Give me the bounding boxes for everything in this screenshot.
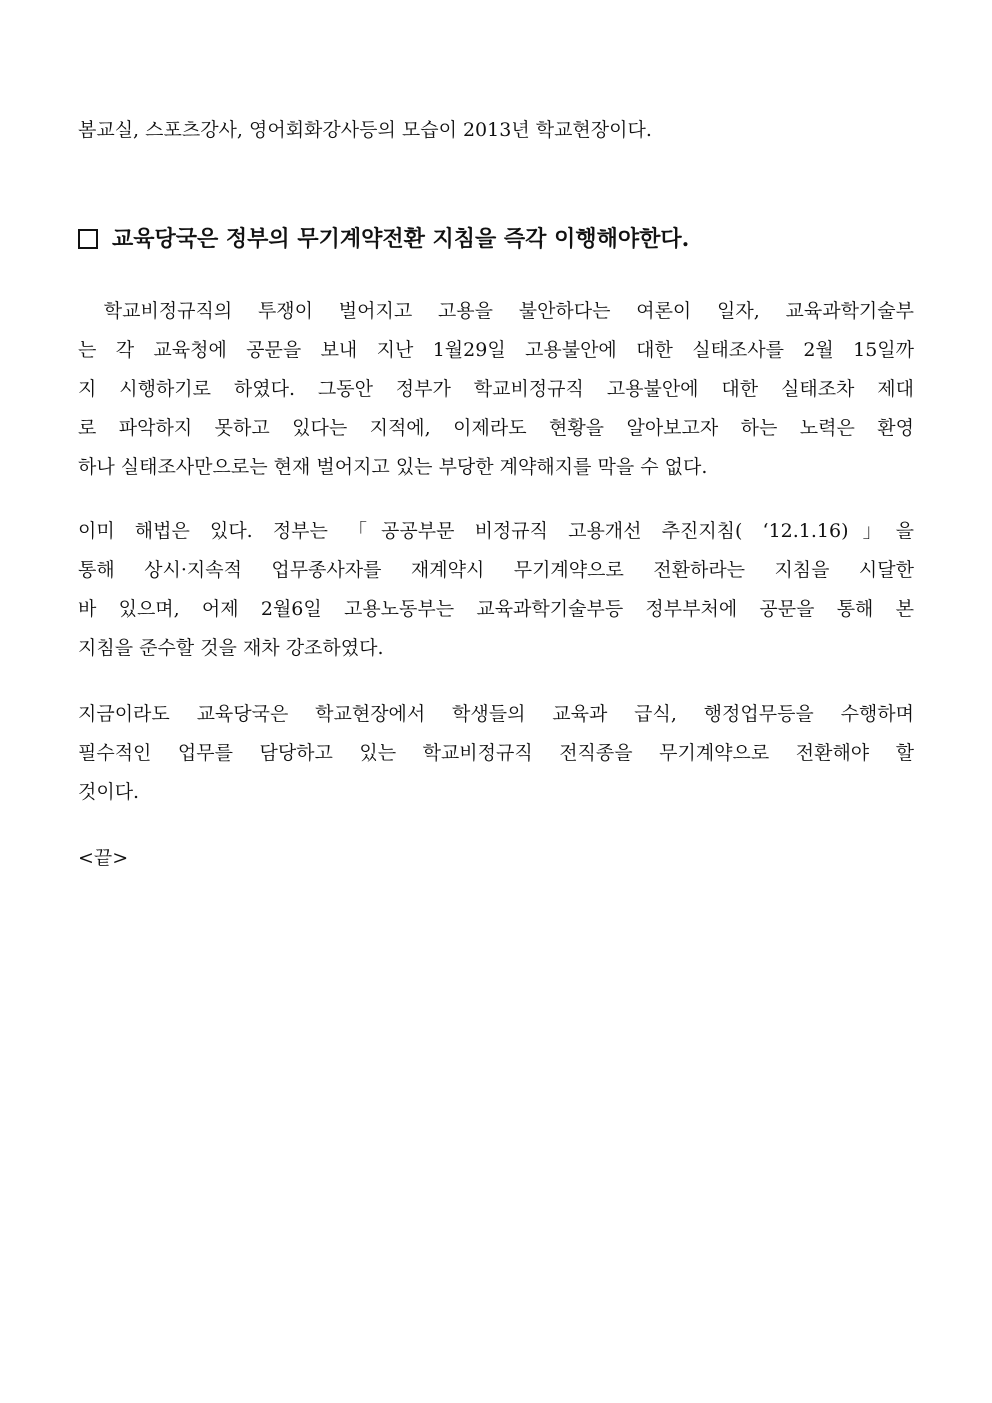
paragraph-line: 는 각 교육청에 공문을 보내 지난 1월29일 고용불안에 대한 실태조사를 2월 15일까 xyxy=(78,339,914,361)
paragraph-3 xyxy=(78,695,914,812)
paragraph-1 xyxy=(78,292,914,487)
paragraph-line: 이미 해법은 있다. 정부는 「공공부문 비정규직 고용개선 추진지침( ‘12.1.16)」을 xyxy=(78,520,914,542)
paragraph-line: 하나 실태조사만으로는 현재 벌어지고 있는 부당한 계약해지를 막을 수 없다. xyxy=(78,456,708,478)
paragraph-line: 지 시행하기로 하였다. 그동안 정부가 학교비정규직 고용불안에 대한 실태조차 제대 xyxy=(78,378,914,400)
paragraph-line: 바 있으며, 어제 2월6일 고용노동부는 교육과학기술부등 정부부처에 공문을 통해 본 xyxy=(78,598,914,620)
paragraph-line: 지침을 준수할 것을 재차 강조하였다. xyxy=(78,637,384,659)
paragraph-2 xyxy=(78,512,914,668)
checkbox-square-icon xyxy=(78,229,98,249)
paragraph-line: 통해 상시·지속적 업무종사자를 재계약시 무기계약으로 전환하라는 지침을 시달한 xyxy=(78,559,914,581)
paragraph-line: 로 파악하지 못하고 있다는 지적에, 이제라도 현황을 알아보고자 하는 노력은 환영 xyxy=(78,417,914,439)
section-heading xyxy=(78,224,689,254)
paragraph-line: 필수적인 업무를 담당하고 있는 학교비정규직 전직종을 무기계약으로 전환해야 할 xyxy=(78,742,914,764)
end-mark: <끝> xyxy=(78,847,129,869)
section-heading-text: 교육당국은 정부의 무기계약전환 지침을 즉각 이행해야한다. xyxy=(112,226,690,252)
intro-line: 봄교실, 스포츠강사, 영어회화강사등의 모습이 2013년 학교현장이다. xyxy=(78,119,652,141)
paragraph-line: 학교비정규직의 투쟁이 벌어지고 고용을 불안하다는 여론이 일자, 교육과학기술부 xyxy=(78,300,914,322)
paragraph-line: 지금이라도 교육당국은 학교현장에서 학생들의 교육과 급식, 행정업무등을 수행하며 xyxy=(78,703,914,725)
paragraph-line: 것이다. xyxy=(78,781,140,803)
